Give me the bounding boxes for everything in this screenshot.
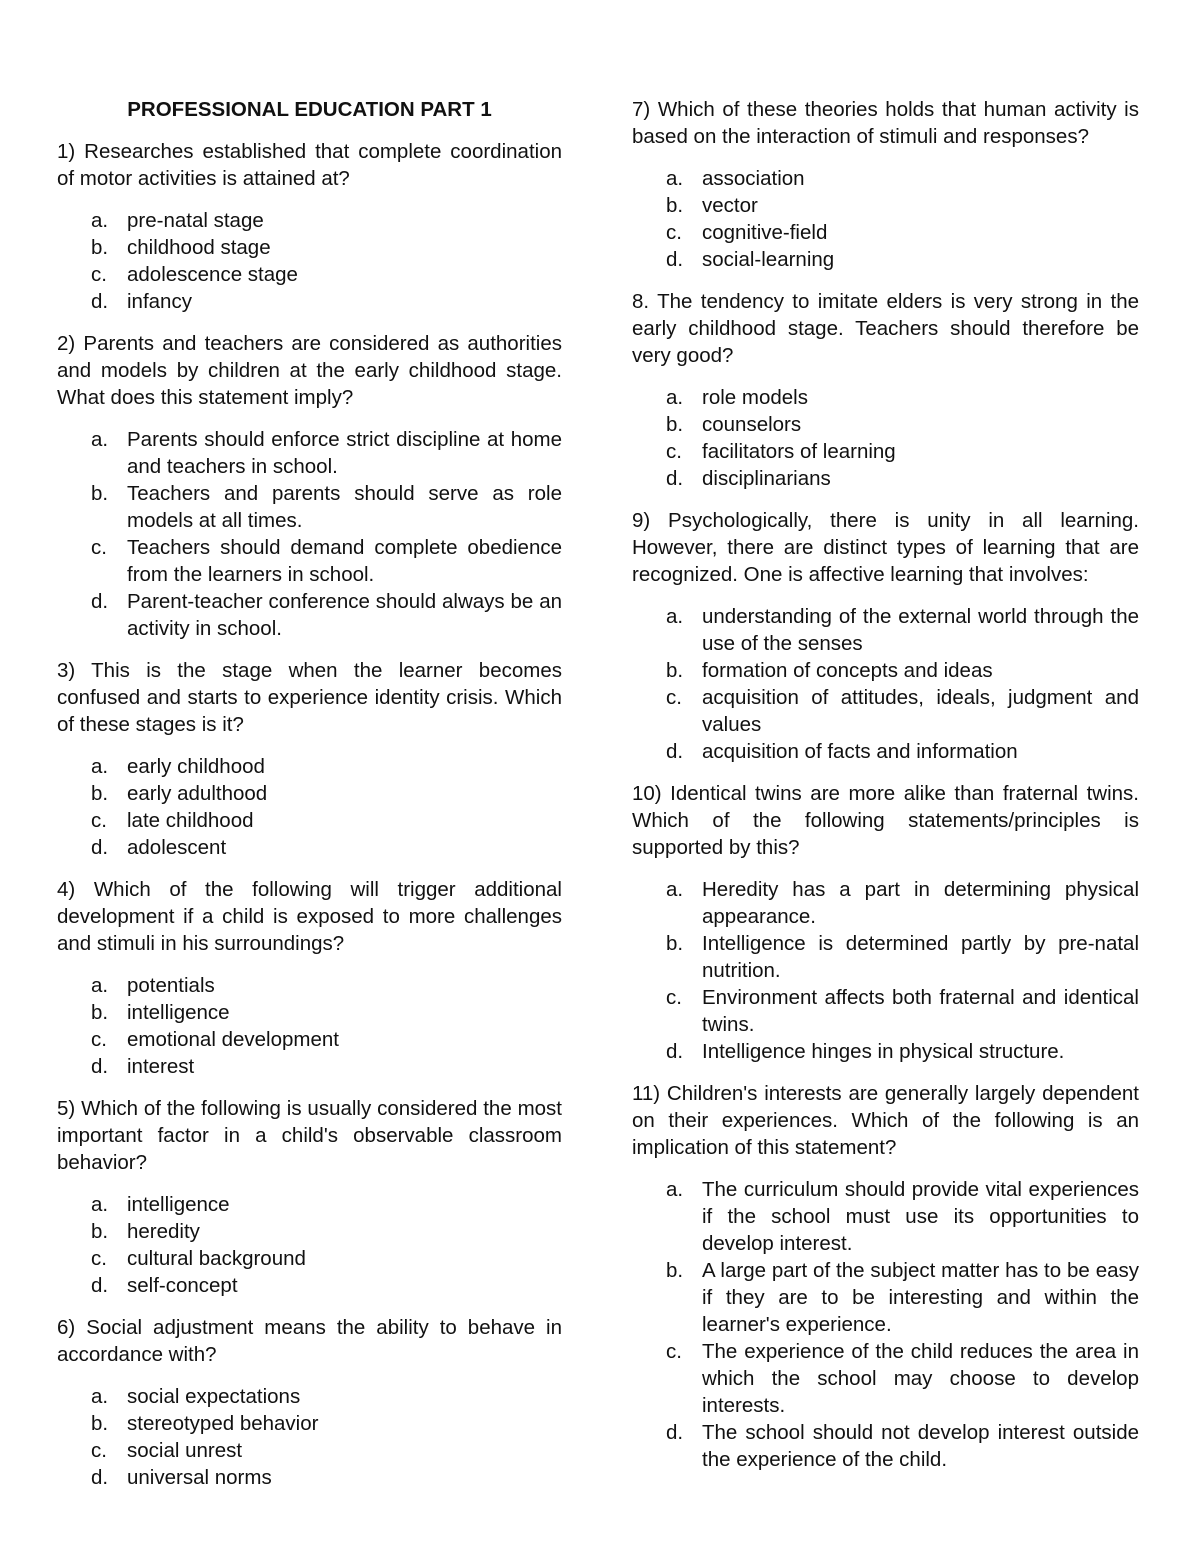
option: c. social unrest (91, 1439, 243, 1462)
option: a. association (666, 167, 805, 190)
question-6: 6) Social adjustment means the ability to behave in accordance with? (57, 1316, 562, 1366)
option: c. cognitive-field (666, 221, 828, 244)
option: b. Teachers and parents should serve as role models at all times. (91, 482, 562, 532)
option: c. Teachers should demand complete obedience from the learners in school. (91, 536, 562, 586)
option: a. Heredity has a part in determining physical appearance. (666, 878, 1139, 928)
option: c. Environment affects both fraternal and identical twins. (666, 986, 1139, 1036)
option: b. stereotyped behavior (91, 1412, 319, 1435)
question-2: 2) Parents and teachers are considered as authorities and models by children at the early childhood stage. What does this statement imply? (57, 332, 562, 409)
option: b. early adulthood (91, 782, 268, 805)
question-11-options (632, 1176, 1139, 1473)
option: c. cultural background (91, 1247, 306, 1270)
question-5: 5) Which of the following is usually considered the most important factor in a child's observable classroom behavior? (57, 1097, 562, 1174)
option: b. Intelligence is determined partly by pre-natal nutrition. (666, 932, 1139, 982)
question-10: 10) Identical twins are more alike than fraternal twins. Which of the following statements/principles is supported by this? (632, 782, 1139, 859)
question-9: 9) Psychologically, there is unity in all learning. However, there are distinct types of learning that are recognized. One is affective learning that involves: (632, 509, 1139, 586)
option: c. facilitators of learning (666, 440, 896, 463)
option: d. social-learning (666, 248, 835, 271)
question-9-options (632, 603, 1139, 765)
option: b. formation of concepts and ideas (666, 659, 993, 682)
option: d. self-concept (91, 1274, 238, 1297)
option: c. adolescence stage (91, 263, 298, 286)
option: a. potentials (91, 974, 215, 997)
option: b. childhood stage (91, 236, 271, 259)
question-3-options (57, 753, 562, 861)
option: c. emotional development (91, 1028, 339, 1051)
question-5-options (57, 1191, 562, 1299)
option: d. adolescent (91, 836, 227, 859)
option: d. interest (91, 1055, 195, 1078)
question-1-options (57, 207, 562, 315)
page-title: PROFESSIONAL EDUCATION PART 1 (127, 98, 492, 121)
question-3: 3) This is the stage when the learner becomes confused and starts to experience identity crisis. Which of these stages is it? (57, 659, 562, 736)
question-11: 11) Children's interests are generally largely dependent on their experiences. Which of the following is an implication of this statement? (632, 1082, 1139, 1159)
option: b. intelligence (91, 1001, 230, 1024)
option: a. Parents should enforce strict discipline at home and teachers in school. (91, 428, 562, 478)
option: a. intelligence (91, 1193, 230, 1216)
question-8: 8. The tendency to imitate elders is very strong in the early childhood stage. Teachers should therefore be very good? (632, 290, 1139, 367)
option: c. The experience of the child reduces the area in which the school may choose to develop interests. (666, 1340, 1139, 1417)
option: c. acquisition of attitudes, ideals, judgment and values (666, 686, 1139, 736)
question-4: 4) Which of the following will trigger additional development if a child is exposed to more challenges and stimuli in his surroundings? (57, 878, 562, 955)
left-column (57, 96, 562, 1506)
question-7-options (632, 165, 1139, 273)
question-4-options (57, 972, 562, 1080)
option: b. A large part of the subject matter has to be easy if they are to be interesting and within the learner's experience. (666, 1259, 1139, 1336)
option: a. understanding of the external world through the use of the senses (666, 605, 1139, 655)
question-7: 7) Which of these theories holds that human activity is based on the interaction of stimuli and responses? (632, 98, 1139, 148)
option: b. heredity (91, 1220, 200, 1243)
option: c. late childhood (91, 809, 254, 832)
question-8-options (632, 384, 1139, 492)
option: d. The school should not develop interest outside the experience of the child. (666, 1421, 1139, 1471)
option: a. The curriculum should provide vital experiences if the school must use its opportunities to develop interest. (666, 1178, 1139, 1255)
option: a. social expectations (91, 1385, 301, 1408)
right-column (632, 96, 1139, 1488)
option: b. vector (666, 194, 758, 217)
option: b. counselors (666, 413, 802, 436)
option: a. pre-natal stage (91, 209, 264, 232)
option: a. role models (666, 386, 808, 409)
option: d. disciplinarians (666, 467, 831, 490)
option: d. infancy (91, 290, 192, 313)
question-2-options (57, 426, 562, 642)
question-10-options (632, 876, 1139, 1065)
option: d. Intelligence hinges in physical structure. (666, 1040, 1065, 1063)
option: d. acquisition of facts and information (666, 740, 1018, 763)
option: d. Parent-teacher conference should always be an activity in school. (91, 590, 562, 640)
question-6-options (57, 1383, 562, 1491)
option: a. early childhood (91, 755, 265, 778)
option: d. universal norms (91, 1466, 272, 1489)
question-1: 1) Researches established that complete coordination of motor activities is attained at? (57, 140, 562, 190)
